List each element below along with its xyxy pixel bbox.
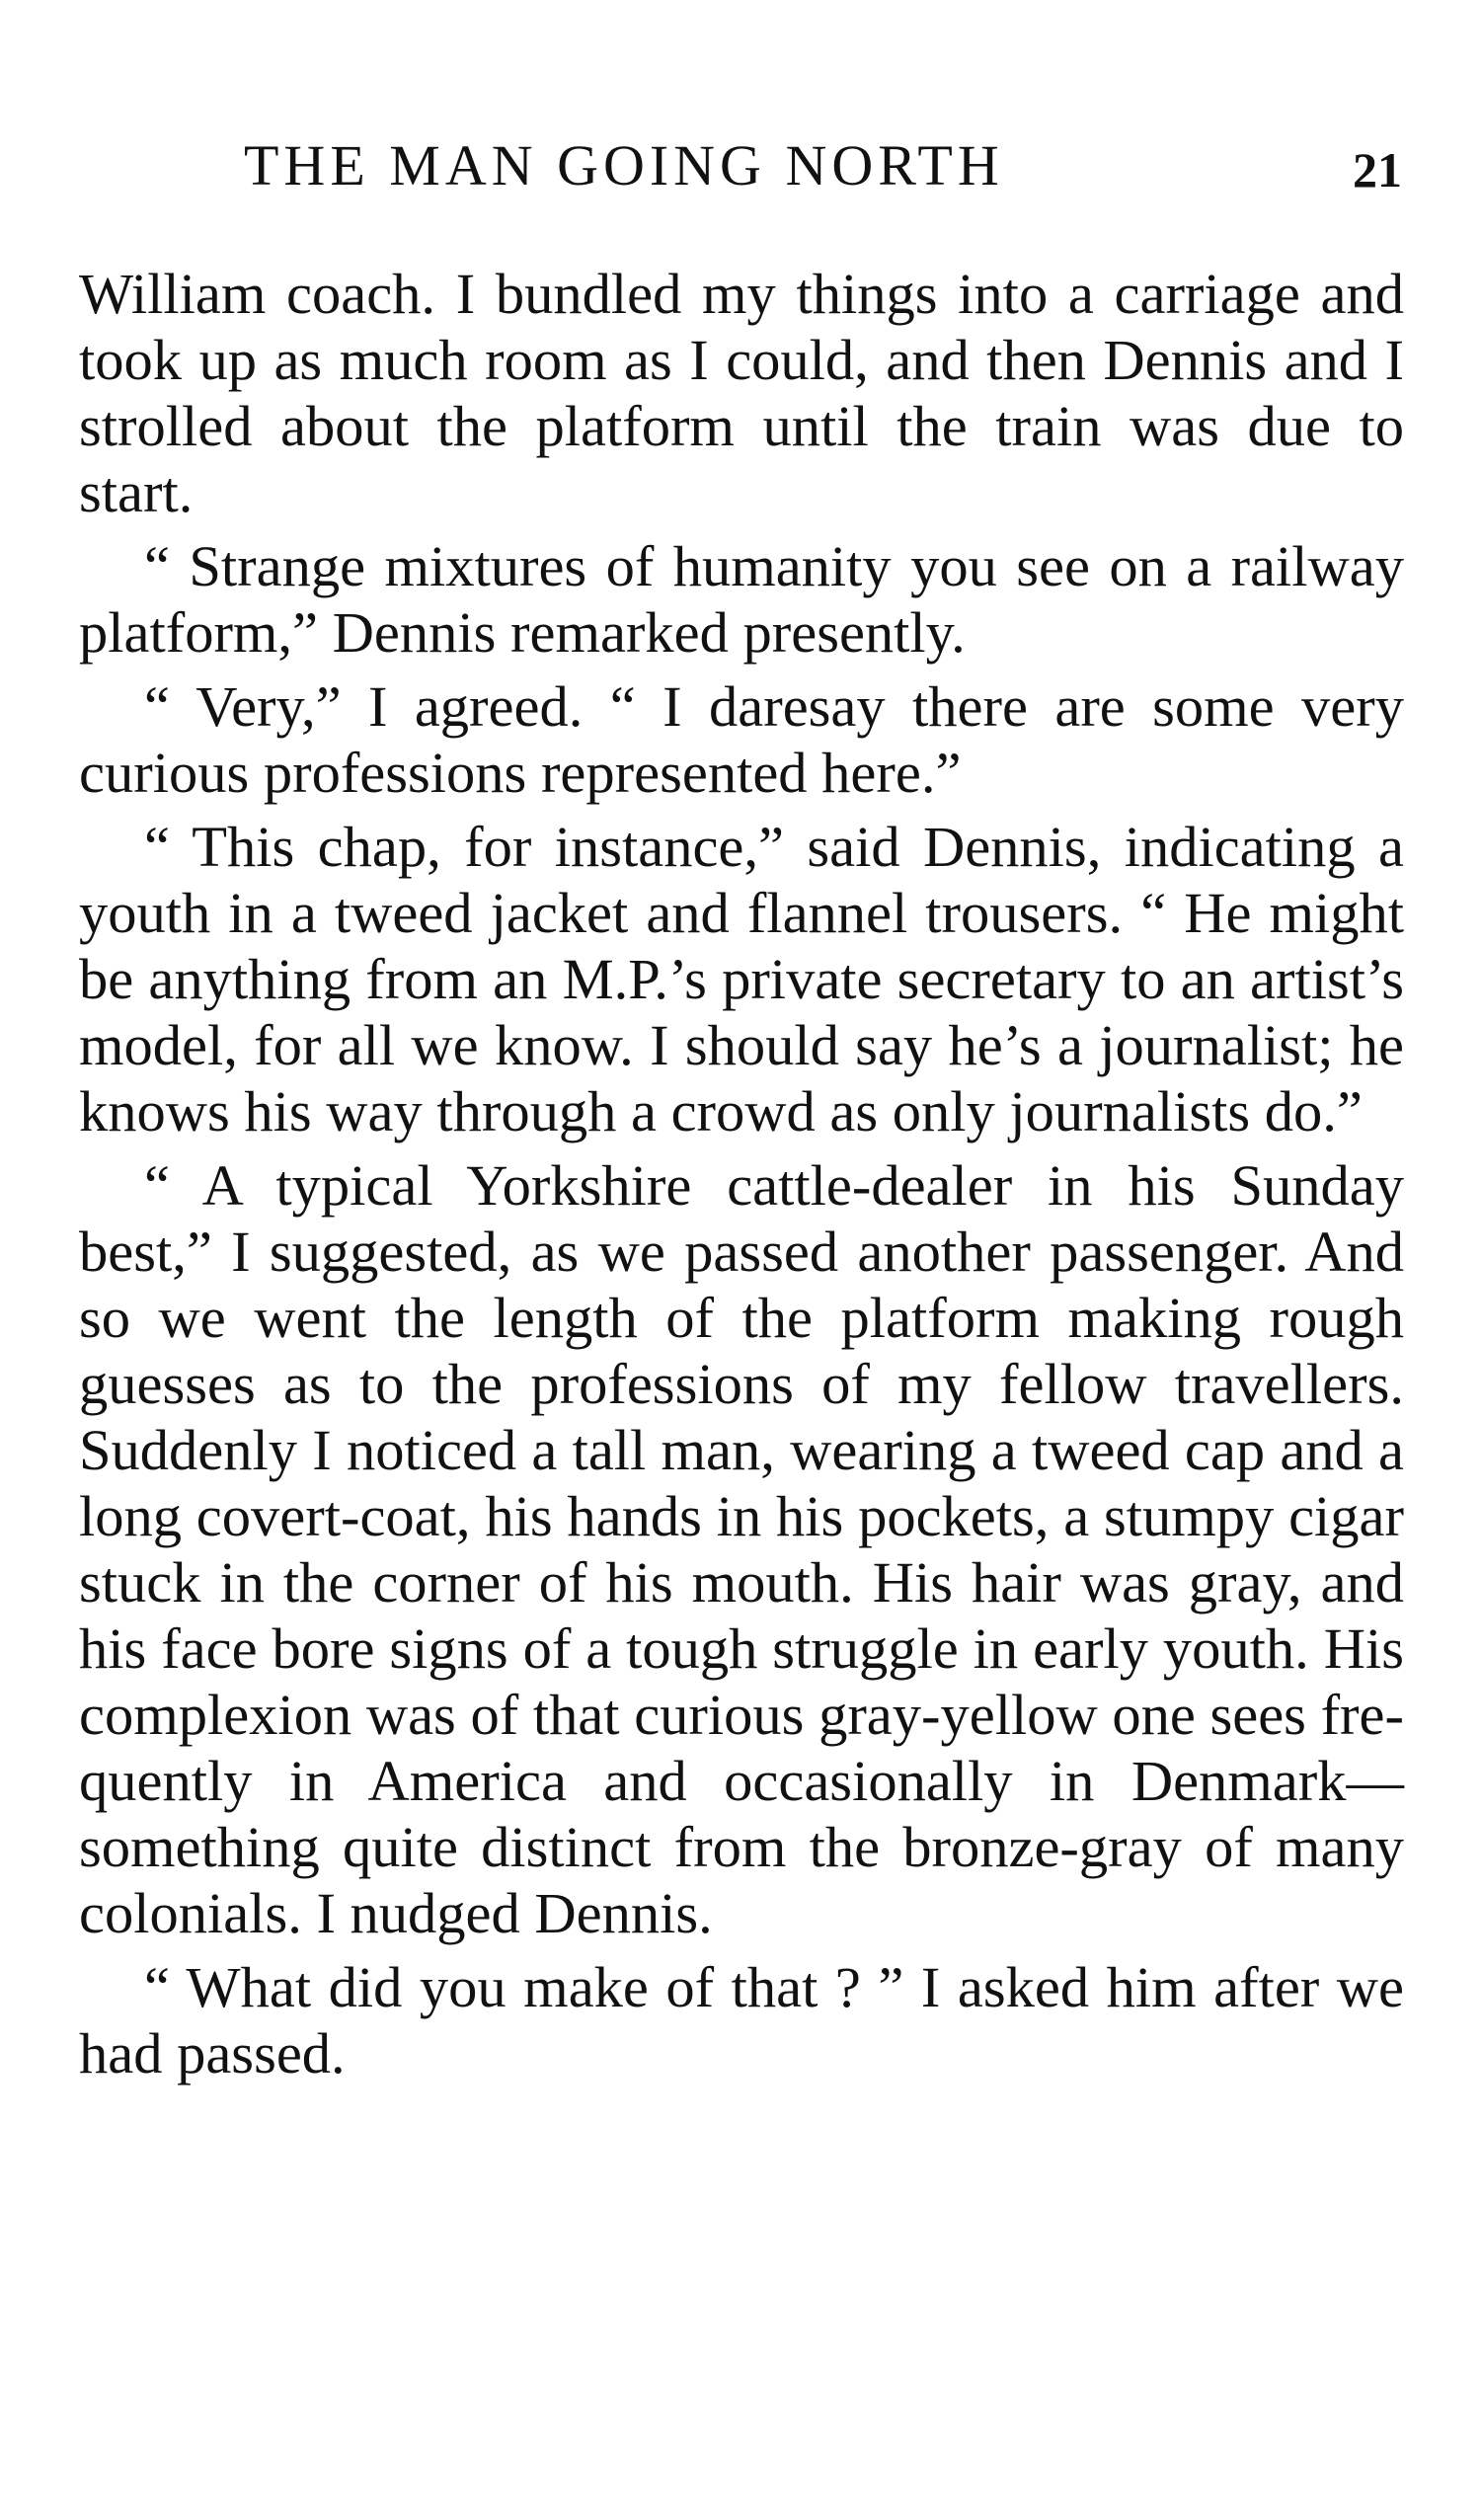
paragraph-6: “ What did you make of that ? ” I asked him after we had passed. (79, 1955, 1404, 2086)
running-header (81, 126, 1402, 205)
body-text (79, 261, 1404, 2094)
paragraph-2: “ Strange mixtures of humanity you see on a railway platform,” Dennis remarked presently. (79, 534, 1404, 665)
paragraph-3: “ Very,” I agreed. “ I daresay there are some very curious professions represented here.” (79, 674, 1404, 805)
page-number: 21 (1353, 142, 1402, 197)
paragraph-5: “ A typical Yorkshire cattle-dealer in his Sunday best,” I suggested, as we passed another passenger. And so we went the length of the platform making rough guesses as to the professions of my fellow travellers. Suddenly I noticed a tall man, wearing a tweed cap and a long covert-coat, his hands in his pockets, a stumpy cigar stuck in the corner of his mouth. His hair was gray, and his face bore signs of a tough struggle in early youth. His complexion was of that curious gray-yellow one sees frequently in America and occasionally in Denmark—something quite distinct from the bronze-gray of many colonials. I nudged Dennis. (79, 1153, 1404, 1945)
running-title: THE MAN GOING NORTH (244, 133, 1004, 197)
paragraph-4: “ This chap, for instance,” said Dennis, indicating a youth in a tweed jacket and flannel trousers. “ He might be anything from an M.P.’s private secretary to an artist’s model, for all we know. I should say he’s a journalist; he knows his way through a crowd as only journalists do.” (79, 815, 1404, 1143)
paragraph-1: William coach. I bundled my things into a carriage and took up as much room as I could, and then Dennis and I strolled about the platform until the train was due to start. (79, 262, 1404, 524)
